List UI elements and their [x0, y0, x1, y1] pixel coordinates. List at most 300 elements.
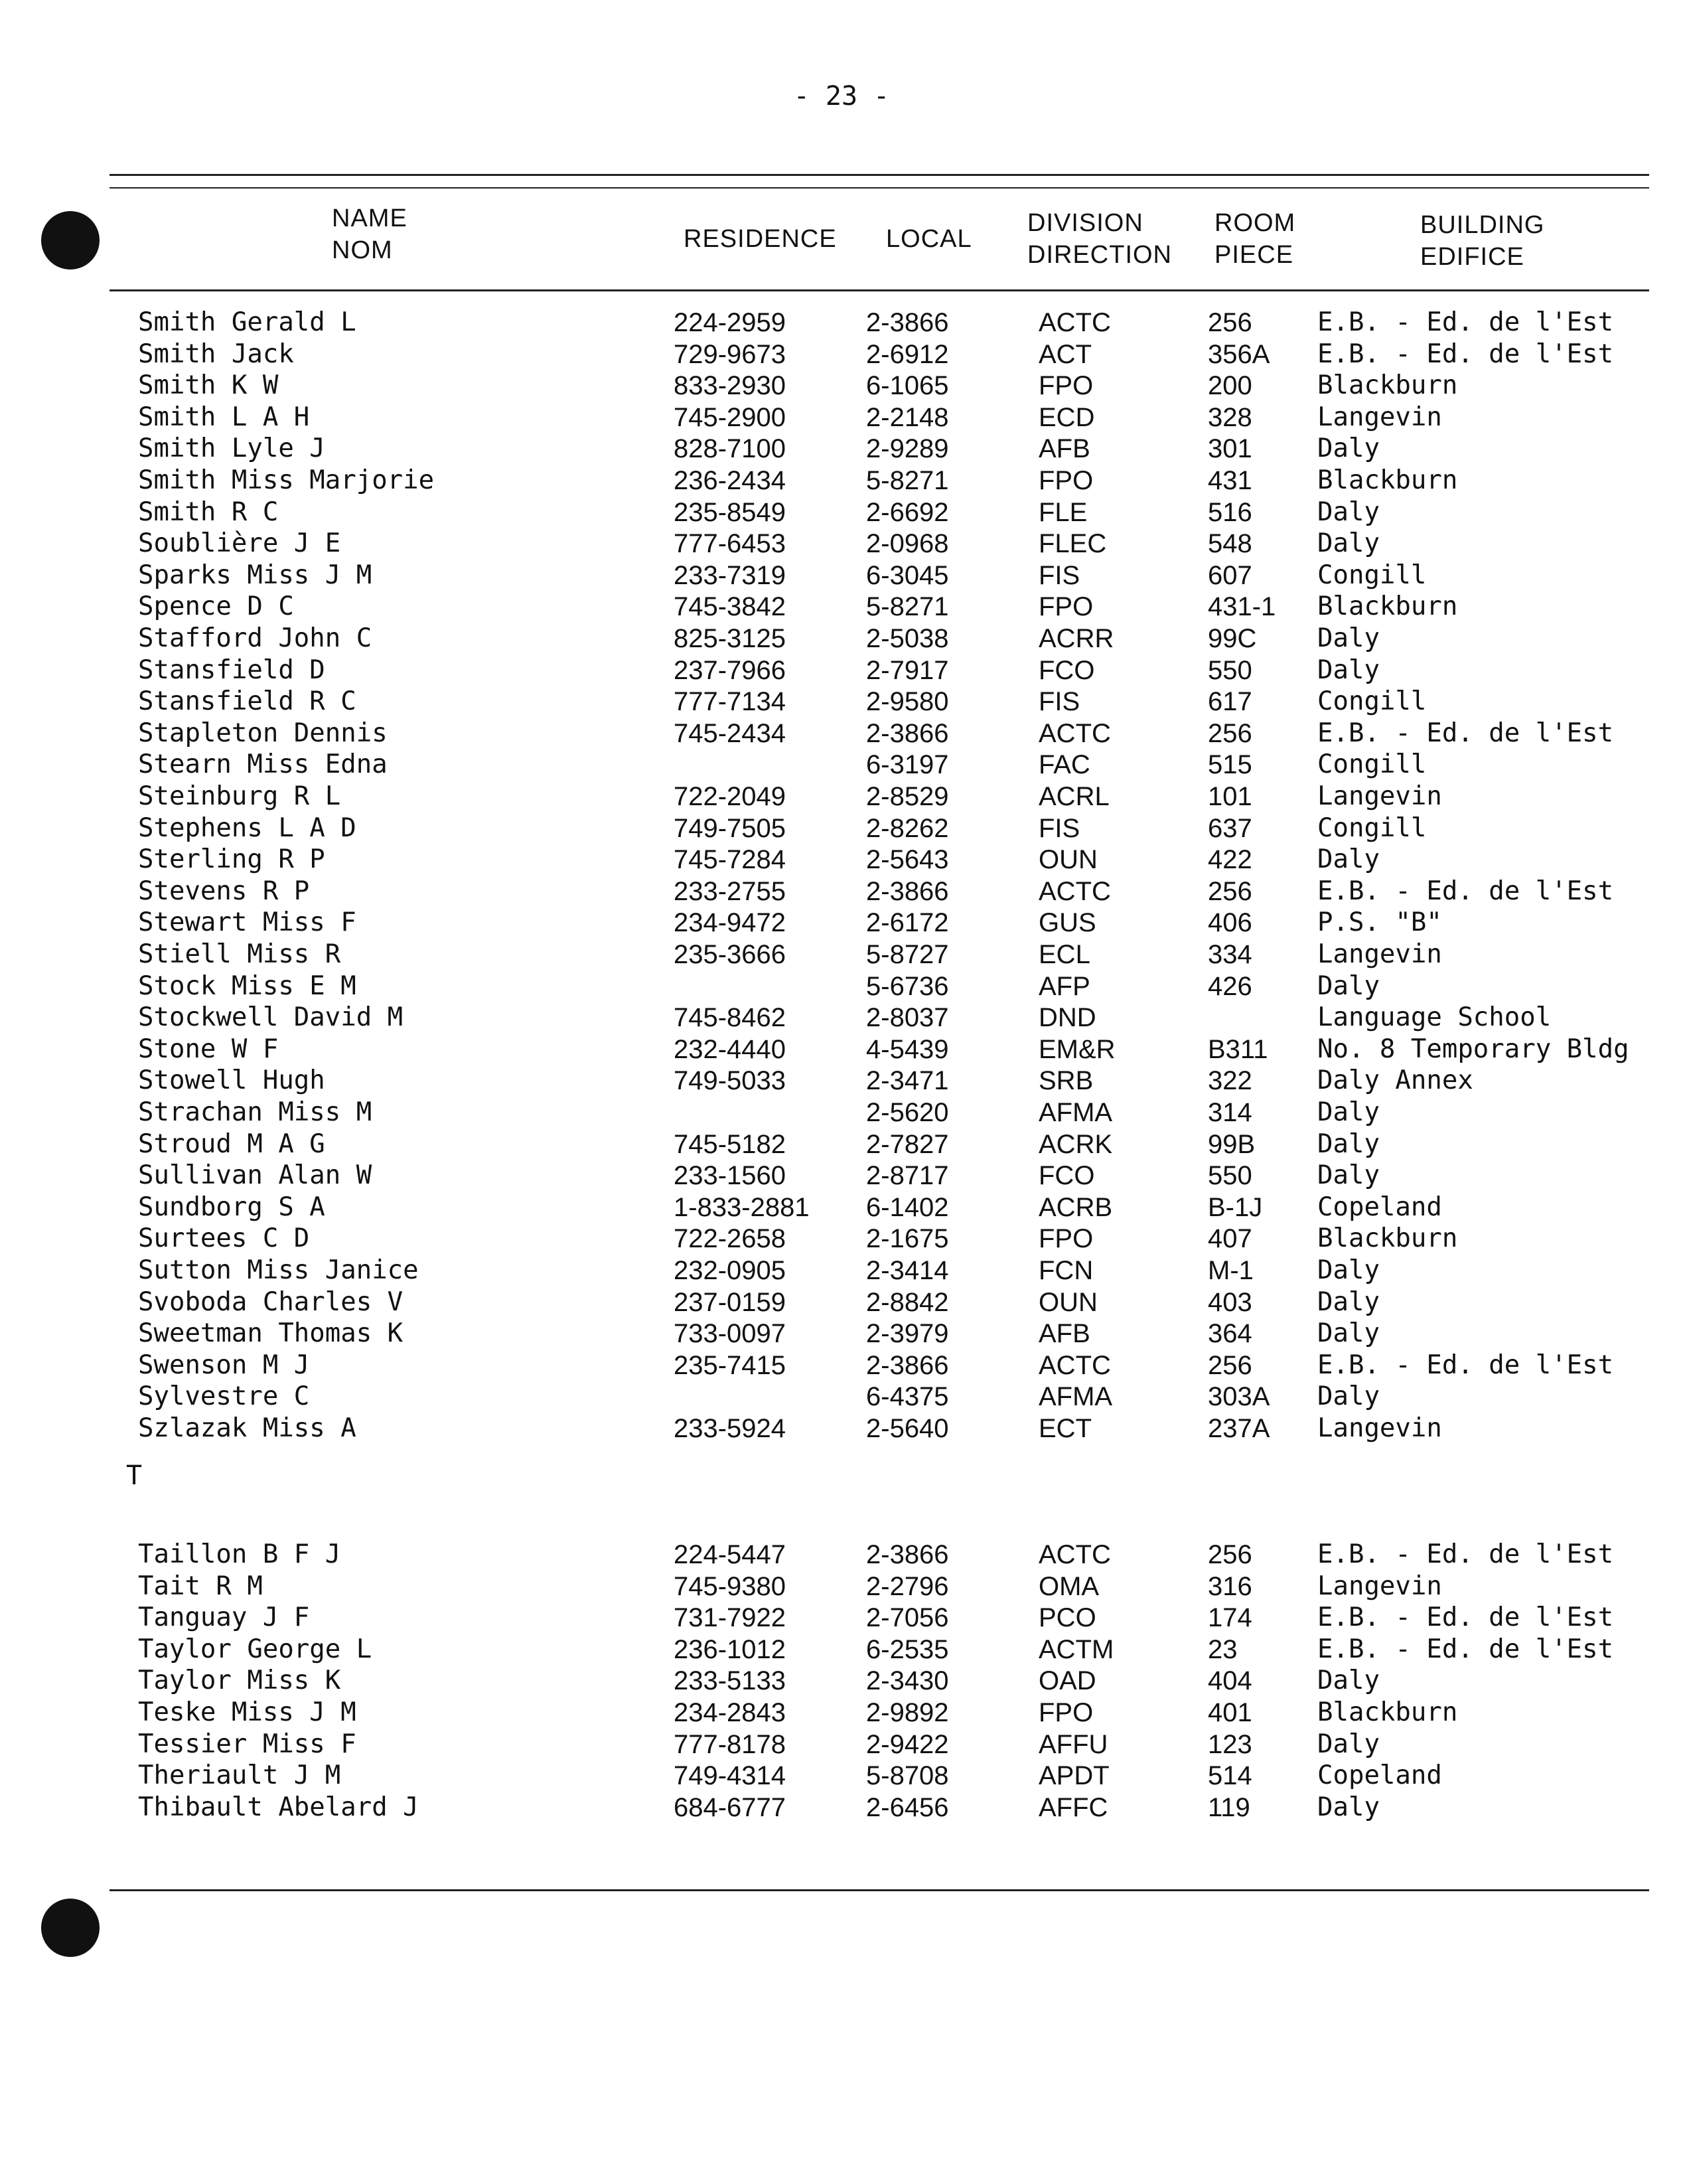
entry-building: Daly	[1317, 1287, 1380, 1317]
entry-building: Daly	[1317, 1129, 1380, 1159]
entry-room: 422	[1208, 845, 1252, 875]
entry-local: 5-8271	[866, 466, 949, 495]
entry-building: E.B. - Ed. de l'Est	[1317, 718, 1614, 748]
table-row	[0, 339, 1683, 370]
entry-building: Blackburn	[1317, 1697, 1458, 1727]
entry-division: ECL	[1039, 940, 1090, 969]
table-row	[0, 686, 1683, 718]
entry-residence: 1-833-2881	[674, 1192, 810, 1222]
entry-residence: 233-7319	[674, 560, 786, 590]
entry-division: AFB	[1039, 434, 1090, 464]
entry-local: 2-9422	[866, 1729, 949, 1759]
entry-name: Tait R M	[138, 1571, 263, 1601]
entry-residence: 745-2900	[674, 402, 786, 432]
footer-rule	[110, 1889, 1649, 1891]
table-row	[0, 1571, 1683, 1602]
table-row	[0, 1318, 1683, 1350]
entry-division: ACTC	[1039, 876, 1111, 906]
entry-division: ACTC	[1039, 308, 1111, 337]
entry-building: Blackburn	[1317, 370, 1458, 401]
entry-room: 119	[1208, 1792, 1250, 1822]
entry-division: FIS	[1039, 560, 1080, 590]
table-row	[0, 781, 1683, 813]
entry-room: 548	[1208, 529, 1252, 559]
entry-name: Swenson M J	[138, 1350, 310, 1380]
entry-building: Daly	[1317, 1381, 1380, 1412]
entry-building: Congill	[1317, 749, 1427, 780]
entry-building: Daly	[1317, 844, 1380, 875]
table-row	[0, 560, 1683, 591]
entry-room: 99B	[1208, 1129, 1256, 1159]
entry-building: E.B. - Ed. de l'Est	[1317, 1634, 1614, 1664]
entry-building: Daly	[1317, 971, 1380, 1001]
header-name: NAME NOM	[332, 204, 407, 264]
entry-building: Daly	[1317, 1792, 1380, 1822]
table-row	[0, 497, 1683, 528]
entry-name: Stephens L A D	[138, 813, 356, 843]
entry-name: Surtees C D	[138, 1223, 310, 1254]
entry-division: AFB	[1039, 1319, 1090, 1349]
table-row	[0, 1065, 1683, 1097]
entry-division: ACTM	[1039, 1634, 1114, 1664]
entry-name: Stroud M A G	[138, 1129, 325, 1159]
entry-room: 99C	[1208, 624, 1257, 653]
entry-residence: 233-1560	[674, 1161, 786, 1191]
entry-residence: 833-2930	[674, 371, 786, 401]
table-row	[0, 1760, 1683, 1792]
entry-local: 2-3866	[866, 718, 949, 748]
entry-room: 637	[1208, 813, 1252, 843]
entry-residence: 745-8462	[674, 1003, 786, 1033]
header-rule-top	[110, 174, 1649, 176]
entry-local: 2-3430	[866, 1666, 949, 1696]
entry-residence: 722-2658	[674, 1224, 786, 1254]
entry-division: FPO	[1039, 592, 1094, 622]
entry-building: Daly	[1317, 1666, 1380, 1696]
entry-residence: 749-7505	[674, 813, 786, 843]
entry-building: Daly	[1317, 1318, 1380, 1349]
entry-residence: 745-2434	[674, 718, 786, 748]
entry-building: E.B. - Ed. de l'Est	[1317, 1539, 1614, 1569]
entry-residence: 234-2843	[674, 1698, 786, 1727]
entry-division: ACTC	[1039, 718, 1111, 748]
entry-name: Taylor Miss K	[138, 1666, 341, 1696]
entry-division: ACTC	[1039, 1540, 1111, 1569]
entry-name: Smith Gerald L	[138, 307, 356, 337]
entry-division: ACTC	[1039, 1350, 1111, 1380]
table-row	[0, 1350, 1683, 1381]
table-row	[0, 402, 1683, 433]
entry-room: 101	[1208, 782, 1252, 811]
entry-division: AFFC	[1039, 1792, 1108, 1822]
entry-room: 401	[1208, 1698, 1252, 1727]
entry-room: 407	[1208, 1224, 1252, 1254]
entry-building: Daly	[1317, 1729, 1380, 1759]
entry-division: OUN	[1039, 845, 1098, 875]
entry-room: 256	[1208, 718, 1252, 748]
entry-building: Langevin	[1317, 1413, 1442, 1443]
entry-name: Stiell Miss R	[138, 939, 341, 969]
entry-division: ACRR	[1039, 624, 1114, 653]
entry-name: Smith Lyle J	[138, 433, 325, 464]
table-row	[0, 1287, 1683, 1318]
entry-residence: 224-5447	[674, 1540, 786, 1569]
entry-building: Langevin	[1317, 402, 1442, 432]
entry-name: Sterling R P	[138, 844, 325, 875]
entry-name: Stafford John C	[138, 623, 372, 653]
entry-residence: 684-6777	[674, 1792, 786, 1822]
header-room: ROOM PIECE	[1214, 209, 1296, 269]
entry-room: 364	[1208, 1319, 1252, 1349]
entry-building: Daly	[1317, 1160, 1380, 1191]
entry-name: Stansfield D	[138, 655, 325, 685]
entry-local: 6-1402	[866, 1192, 949, 1222]
header-rule-top-inner	[110, 187, 1649, 189]
table-row	[0, 1223, 1683, 1255]
entry-local: 2-8842	[866, 1287, 949, 1317]
table-row	[0, 1255, 1683, 1287]
entry-name: Smith K W	[138, 370, 279, 401]
entry-building: Langevin	[1317, 1571, 1442, 1601]
entry-division: FPO	[1039, 371, 1094, 401]
entry-name: Teske Miss J M	[138, 1697, 356, 1727]
entry-room: 607	[1208, 560, 1252, 590]
entry-local: 2-7056	[866, 1603, 949, 1633]
entry-building: E.B. - Ed. de l'Est	[1317, 876, 1614, 906]
entry-building: Daly	[1317, 528, 1380, 559]
entry-division: ECT	[1039, 1414, 1092, 1443]
entry-name: Stearn Miss Edna	[138, 749, 388, 780]
entry-division: ACT	[1039, 339, 1092, 369]
entry-local: 5-8708	[866, 1761, 949, 1791]
entry-residence: 731-7922	[674, 1603, 786, 1633]
table-row	[0, 844, 1683, 876]
table-row	[0, 1729, 1683, 1760]
entry-building: Daly	[1317, 623, 1380, 653]
entry-room: B311	[1208, 1034, 1268, 1064]
entry-name: Stewart Miss F	[138, 907, 356, 938]
entry-name: Smith Jack	[138, 339, 294, 369]
entry-building: E.B. - Ed. de l'Est	[1317, 339, 1614, 369]
entry-local: 2-8262	[866, 813, 949, 843]
entry-name: Soublière J E	[138, 528, 341, 559]
entry-name: Spence D C	[138, 591, 294, 622]
entry-local: 5-8271	[866, 592, 949, 622]
entry-room: 403	[1208, 1287, 1252, 1317]
table-row	[0, 1192, 1683, 1223]
entry-building: Blackburn	[1317, 1223, 1458, 1254]
entry-division: FCN	[1039, 1256, 1094, 1285]
entry-local: 2-8529	[866, 782, 949, 811]
entry-division: FLEC	[1039, 529, 1107, 559]
table-row	[0, 465, 1683, 497]
page-number: - 23 -	[793, 81, 890, 112]
entry-name: Taylor George L	[138, 1634, 372, 1664]
entry-name: Sundborg S A	[138, 1192, 325, 1222]
entry-residence: 236-2434	[674, 466, 786, 495]
entry-room: 328	[1208, 402, 1252, 432]
entry-name: Smith L A H	[138, 402, 310, 432]
entry-room: 515	[1208, 750, 1252, 780]
entry-residence: 235-7415	[674, 1350, 786, 1380]
entry-name: Theriault J M	[138, 1760, 341, 1791]
table-row	[0, 907, 1683, 939]
entry-building: E.B. - Ed. de l'Est	[1317, 307, 1614, 337]
entry-building: Daly	[1317, 655, 1380, 685]
entry-local: 6-2535	[866, 1634, 949, 1664]
entry-local: 2-3414	[866, 1256, 949, 1285]
table-row	[0, 1634, 1683, 1666]
entry-division: FIS	[1039, 813, 1080, 843]
entry-building: Langevin	[1317, 781, 1442, 811]
entry-residence: 729-9673	[674, 339, 786, 369]
entry-local: 6-3045	[866, 560, 949, 590]
table-row	[0, 718, 1683, 749]
entry-division: AFFU	[1039, 1729, 1108, 1759]
entry-room: 404	[1208, 1666, 1252, 1696]
entry-division: FLE	[1039, 497, 1088, 527]
entry-local: 2-9289	[866, 434, 949, 464]
entry-name: Sullivan Alan W	[138, 1160, 372, 1191]
table-row	[0, 528, 1683, 560]
entry-local: 2-0968	[866, 529, 949, 559]
entry-room: 406	[1208, 908, 1252, 938]
entry-building: Daly	[1317, 497, 1380, 527]
entry-name: Stansfield R C	[138, 686, 356, 717]
entry-room: 356A	[1208, 339, 1270, 369]
entry-local: 2-7917	[866, 655, 949, 685]
entry-room: B-1J	[1208, 1192, 1263, 1222]
entry-name: Steinburg R L	[138, 781, 341, 811]
entry-room: 237A	[1208, 1414, 1270, 1443]
entry-division: FPO	[1039, 466, 1094, 495]
entry-building: Congill	[1317, 813, 1427, 843]
entry-local: 2-5643	[866, 845, 949, 875]
table-row	[0, 1665, 1683, 1697]
entry-room: 431	[1208, 466, 1252, 495]
table-row	[0, 1602, 1683, 1634]
table-row	[0, 1097, 1683, 1129]
entry-residence: 777-7134	[674, 687, 786, 717]
entry-name: Smith Miss Marjorie	[138, 465, 435, 495]
entry-local: 2-5038	[866, 624, 949, 653]
table-row	[0, 591, 1683, 623]
entry-name: Thibault Abelard J	[138, 1792, 419, 1822]
entry-local: 2-5640	[866, 1414, 949, 1443]
entry-residence: 733-0097	[674, 1319, 786, 1349]
entry-residence: 745-5182	[674, 1129, 786, 1159]
entry-room: M-1	[1208, 1256, 1254, 1285]
entry-room: 200	[1208, 371, 1252, 401]
entry-residence: 749-4314	[674, 1761, 786, 1791]
entry-residence: 722-2049	[674, 782, 786, 811]
table-row	[0, 623, 1683, 655]
entry-local: 2-9892	[866, 1698, 949, 1727]
entry-residence: 745-3842	[674, 592, 786, 622]
binder-hole-top	[41, 211, 100, 270]
entry-division: OAD	[1039, 1666, 1096, 1696]
entry-local: 2-7827	[866, 1129, 949, 1159]
entry-building: Blackburn	[1317, 591, 1458, 622]
header-rule-bottom	[110, 289, 1649, 291]
entry-residence: 237-7966	[674, 655, 786, 685]
entry-residence: 825-3125	[674, 624, 786, 653]
entry-building: E.B. - Ed. de l'Est	[1317, 1602, 1614, 1633]
entry-residence: 745-9380	[674, 1571, 786, 1601]
entry-division: FCO	[1039, 655, 1095, 685]
entry-division: ACRK	[1039, 1129, 1113, 1159]
entry-name: Stockwell David M	[138, 1002, 403, 1033]
entry-residence: 236-1012	[674, 1634, 786, 1664]
entry-local: 2-6912	[866, 339, 949, 369]
entry-building: Copeland	[1317, 1760, 1442, 1791]
entry-room: 23	[1208, 1634, 1238, 1664]
entry-local: 5-6736	[866, 971, 949, 1001]
entry-room: 426	[1208, 971, 1252, 1001]
table-row	[0, 370, 1683, 402]
entry-building: P.S. "B"	[1317, 907, 1442, 938]
entry-room: 303A	[1208, 1382, 1270, 1412]
entry-local: 2-3866	[866, 308, 949, 337]
entry-residence: 777-8178	[674, 1729, 786, 1759]
entry-local: 2-3979	[866, 1319, 949, 1349]
table-row	[0, 433, 1683, 465]
entry-residence: 232-0905	[674, 1256, 786, 1285]
entry-building: Daly Annex	[1317, 1065, 1473, 1096]
binder-hole-bottom	[41, 1899, 100, 1957]
entry-room: 316	[1208, 1571, 1252, 1601]
entry-name: Sparks Miss J M	[138, 560, 372, 590]
entry-building: Daly	[1317, 433, 1380, 464]
entry-division: FCO	[1039, 1161, 1095, 1191]
entry-residence: 235-8549	[674, 497, 786, 527]
header-residence: RESIDENCE	[684, 225, 837, 253]
entry-building: No. 8 Temporary Bldg	[1317, 1034, 1629, 1064]
entry-residence: 233-5133	[674, 1666, 786, 1696]
table-row	[0, 1129, 1683, 1160]
entry-residence: 234-9472	[674, 908, 786, 938]
entry-residence: 233-2755	[674, 876, 786, 906]
entry-building: Blackburn	[1317, 465, 1458, 495]
entry-local: 5-8727	[866, 940, 949, 969]
section-letter: T	[126, 1460, 143, 1491]
entry-division: FAC	[1039, 750, 1090, 780]
table-row	[0, 1160, 1683, 1192]
table-row	[0, 655, 1683, 686]
header-local: LOCAL	[886, 225, 972, 253]
entry-division: FPO	[1039, 1698, 1094, 1727]
entry-residence: 232-4440	[674, 1034, 786, 1064]
entry-division: FIS	[1039, 687, 1080, 717]
entry-local: 6-4375	[866, 1382, 949, 1412]
entry-room: 256	[1208, 1540, 1252, 1569]
table-row	[0, 307, 1683, 339]
entry-residence: 235-3666	[674, 940, 786, 969]
table-row	[0, 749, 1683, 781]
entry-local: 4-5439	[866, 1034, 949, 1064]
entry-division: SRB	[1039, 1066, 1094, 1096]
entry-room: 256	[1208, 1350, 1252, 1380]
entry-building: Copeland	[1317, 1192, 1442, 1222]
entry-name: Tanguay J F	[138, 1602, 310, 1633]
entry-room: 256	[1208, 308, 1252, 337]
header-division: DIVISION DIRECTION	[1027, 209, 1172, 269]
entry-division: AFMA	[1039, 1382, 1113, 1412]
entry-room: 431-1	[1208, 592, 1276, 622]
entry-local: 2-6456	[866, 1792, 949, 1822]
entry-local: 6-3197	[866, 750, 949, 780]
entry-local: 2-1675	[866, 1224, 949, 1254]
entry-local: 2-3866	[866, 1350, 949, 1380]
entry-building: Congill	[1317, 686, 1427, 717]
entry-division: AFP	[1039, 971, 1090, 1001]
entry-building: Langevin	[1317, 939, 1442, 969]
entry-division: ACRB	[1039, 1192, 1113, 1222]
entry-local: 6-1065	[866, 371, 949, 401]
entry-division: FPO	[1039, 1224, 1094, 1254]
entry-name: Sylvestre C	[138, 1381, 310, 1412]
entry-residence: 237-0159	[674, 1287, 786, 1317]
entry-division: DND	[1039, 1003, 1096, 1033]
header-building: BUILDING EDIFICE	[1420, 211, 1545, 271]
entry-name: Stock Miss E M	[138, 971, 356, 1001]
entry-division: ACRL	[1039, 782, 1110, 811]
entry-residence: 777-6453	[674, 529, 786, 559]
entry-name: Stapleton Dennis	[138, 718, 388, 748]
entry-room: 322	[1208, 1066, 1252, 1096]
table-row	[0, 1792, 1683, 1824]
entry-room: 174	[1208, 1603, 1252, 1633]
entry-room: 301	[1208, 434, 1252, 464]
table-row	[0, 1413, 1683, 1444]
entry-local: 2-9580	[866, 687, 949, 717]
entry-local: 2-2796	[866, 1571, 949, 1601]
entry-name: Strachan Miss M	[138, 1097, 372, 1127]
entry-name: Svoboda Charles V	[138, 1287, 403, 1317]
entry-division: APDT	[1039, 1761, 1110, 1791]
entry-room: 550	[1208, 1161, 1252, 1191]
entry-division: PCO	[1039, 1603, 1096, 1633]
entry-residence: 828-7100	[674, 434, 786, 464]
entry-division: OMA	[1039, 1571, 1100, 1601]
entry-room: 256	[1208, 876, 1252, 906]
entry-division: EM&R	[1039, 1034, 1116, 1064]
entry-residence: 224-2959	[674, 308, 786, 337]
table-row	[0, 813, 1683, 844]
table-row	[0, 876, 1683, 907]
entry-name: Smith R C	[138, 497, 279, 527]
entry-name: Szlazak Miss A	[138, 1413, 356, 1443]
entry-room: 314	[1208, 1098, 1252, 1127]
table-row	[0, 971, 1683, 1002]
entry-name: Stevens R P	[138, 876, 310, 906]
entry-residence: 233-5924	[674, 1414, 786, 1443]
entry-division: ECD	[1039, 402, 1095, 432]
entry-room: 550	[1208, 655, 1252, 685]
entry-room: 514	[1208, 1761, 1252, 1791]
entry-division: AFMA	[1039, 1098, 1113, 1127]
entry-local: 2-3866	[866, 1540, 949, 1569]
entry-local: 2-6172	[866, 908, 949, 938]
entry-local: 2-2148	[866, 402, 949, 432]
entry-name: Stowell Hugh	[138, 1065, 325, 1096]
entry-division: OUN	[1039, 1287, 1098, 1317]
entry-local: 2-3866	[866, 876, 949, 906]
entry-residence: 749-5033	[674, 1066, 786, 1096]
entry-room: 617	[1208, 687, 1252, 717]
table-row	[0, 1539, 1683, 1571]
entry-room: 123	[1208, 1729, 1252, 1759]
